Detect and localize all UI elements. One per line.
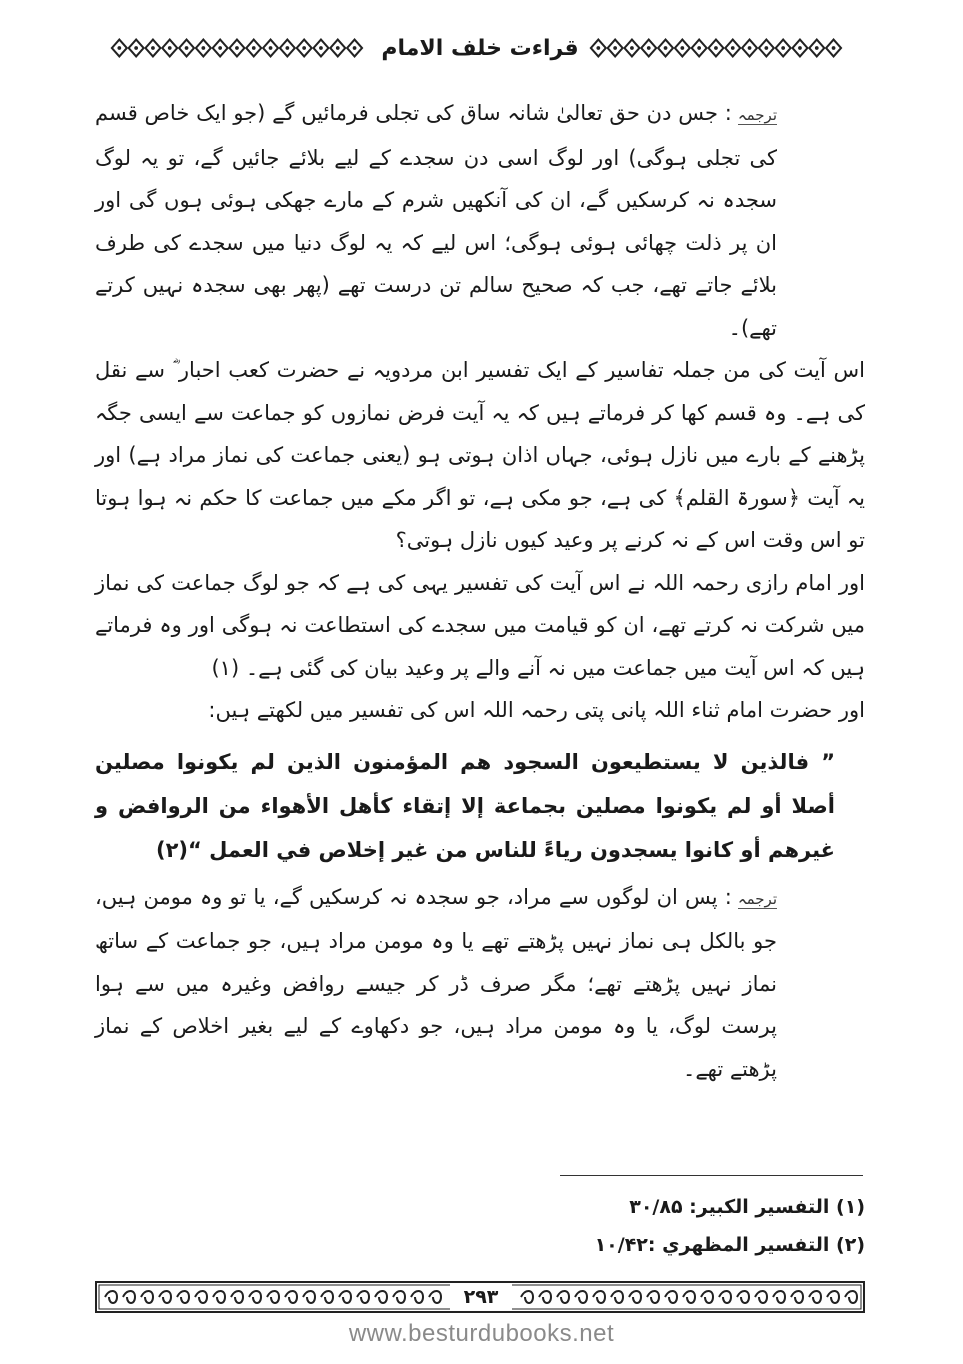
left-chain-ornament [110,35,371,61]
right-chain-ornament [589,35,850,61]
translation-label: ترجمہ [737,106,777,124]
main-text [95,92,865,1090]
page-number: ۲۹۳ [450,1283,512,1311]
paragraph-imam-razi [95,562,865,690]
translation-paragraph-2 [95,876,865,1091]
arabic-quote [95,740,865,872]
footnote-separator [560,1175,863,1176]
translation-paragraph-1 [95,92,865,349]
paragraph-kaab-ahbar: اس آیت کی من جملہ تفاسیر کے ایک تفسیر ابن مردویہ نے حضرت کعب احبار ؓ سے نقل کی ہے۔ وہ قسم کھا کر فرماتے ہیں کہ یہ آیت فرض نمازوں کو جماعت سے ایسی جگہ پڑھنے کے بارے میں نازل ہوئی، جہاں اذان ہوتی ہو (یعنی جماعت کی نماز مراد ہے) اور یہ آیت ﴿سورۃ القلم﴾ کی ہے، جو مکی ہے، تو اگر مکے میں جماعت کا حکم نہ ہوا ہوتا تو اس وقت اس کے نہ کرنے پر وعید کیوں نازل ہوتی؟ [95,358,865,552]
paragraph-panipati: اور حضرت امام ثناء اللہ پانی پتی رحمہ اللہ اس کی تفسیر میں لکھتے ہیں: [208,698,865,722]
arabic-quote-text: ” فالذين لا يستطيعون السجود هم المؤمنون الذين لم يكونوا مصلين أصلا أو لم يكونوا مصلين بجماعة إلا إتقاء كأهل الأهواء من الروافض و غيرهم أو كانوا يسجدون رياءً للناس من غير إخلاص في العمل “ [95,749,835,862]
footnote-1: (۱) التفسير الكبير: ۳۰/۸۵ [629,1196,865,1218]
paragraph-imam-razi-text: اور امام رازی رحمہ اللہ نے اس آیت کی تفسیر یہی کی ہے کہ جو لوگ جماعت کی نماز میں شرکت نہ کرتے تھے، ان کو قیامت میں سجدے کی استطاعت نہ ہوگی اور وہ فرماتے ہیں کہ اس آیت میں جماعت میں نہ آنے والے پر وعید بیان کی گئی ہے۔ [95,570,866,680]
translation-text-1: : جس دن حق تعالیٰ شانہ ساق کی تجلی فرمائیں گے (جو ایک خاص قسم کی تجلی ہوگی) اور لوگ اسی دن سجدے کے لیے بلائے جائیں گے، تو یہ لوگ سجدہ نہ کرسکیں گے، ان کی آنکھیں شرم کے مارے جھکی ہوئی ہوں گی اور ان پر ذلت چھائی ہوئی ہوگی؛ اس لیے کہ یہ لوگ دنیا میں سجدے کی طرف بلائے جاتے تھے، جب کہ صحیح سالم تن درست تھے (پھر بھی سجدہ نہیں کرتے تھے)۔ [95,101,777,340]
footnote-ref-2: (۲) [155,837,189,862]
running-header-title: قراءت خلف الامام [381,35,579,61]
translation-label: ترجمہ [737,889,777,908]
watermark-url[interactable]: www.besturdubooks.net [348,1320,615,1347]
footnotes [95,1188,865,1264]
translation-text-2: : پس ان لوگوں سے مراد، جو سجدہ نہ کرسکیں گے، یا تو وہ مومن ہیں، جو بالکل ہی نماز نہیں پڑھتے تھے یا وہ مومن مراد ہیں، جو جماعت کے ساتھ نماز نہیں پڑھتے تھے؛ مگر صرف ڈر کر جیسے روافض وغیرہ میں سے ہوا پرست لوگ، یا وہ مومن مراد ہیں، جو دکھاوے کے لیے بغیر اخلاص کے نماز پڑھتے تھے۔ [95,884,777,1081]
footnote-2: (۲) التفسير المظهري :۱۰/۴۲ [594,1234,865,1256]
footnote-ref-1: (۱) [211,655,240,680]
running-header [110,30,850,66]
